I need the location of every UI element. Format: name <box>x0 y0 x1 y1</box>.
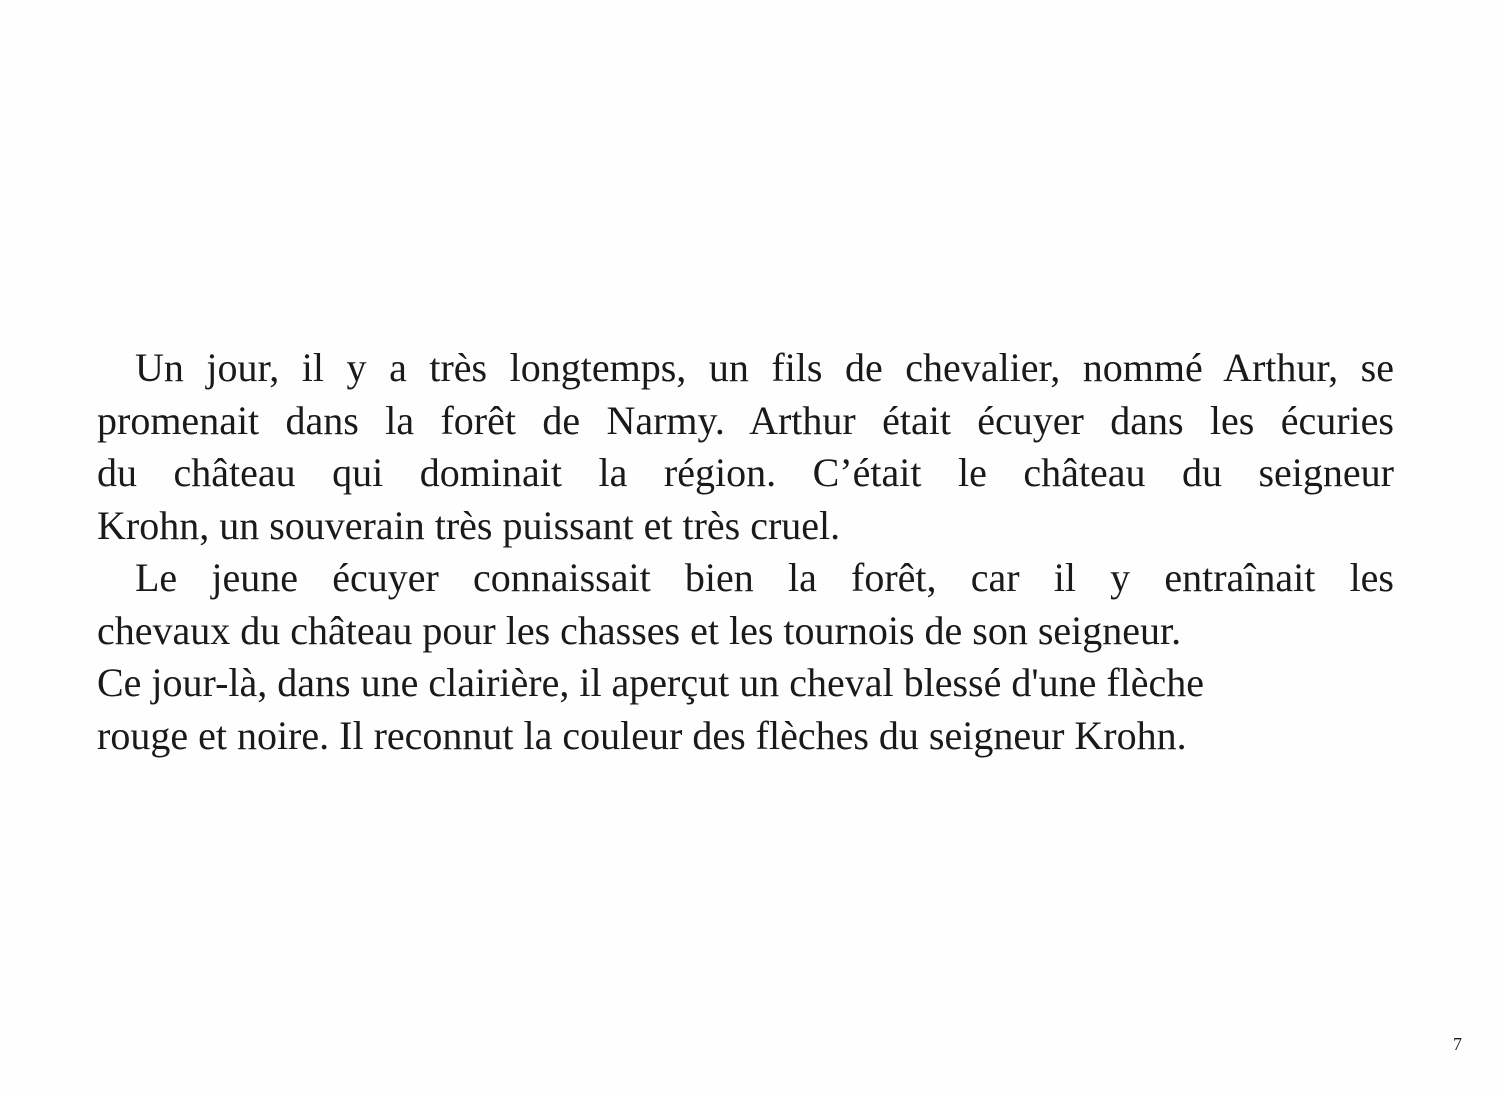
text-line: Le jeune écuyer connaissait bien la forêt, car il y entraînait les <box>135 555 1394 600</box>
paragraph-2 <box>97 552 1394 657</box>
text-line: Un jour, il y a très longtemps, un fils de chevalier, nommé Arthur, se <box>135 345 1394 390</box>
text-line: rouge et noire. Il reconnut la couleur des flèches du seigneur Krohn. <box>97 712 1187 758</box>
paragraph-1 <box>97 342 1394 552</box>
text-line: Ce jour-là, dans une clairière, il aperçut un cheval blessé d'une flèche <box>97 660 1205 705</box>
text-line: promenait dans la forêt de Narmy. Arthur était écuyer dans les écuries <box>97 397 1394 443</box>
text-line: Krohn, un souverain très puissant et très cruel. <box>97 502 841 548</box>
page-number: 7 <box>1453 1034 1462 1054</box>
text-line: chevaux du château pour les chasses et les tournois de son seigneur. <box>97 607 1182 653</box>
story-text <box>97 342 1394 762</box>
text-line: du château qui dominait la région. C’était le château du seigneur <box>97 450 1394 495</box>
paragraph-3 <box>97 657 1394 762</box>
